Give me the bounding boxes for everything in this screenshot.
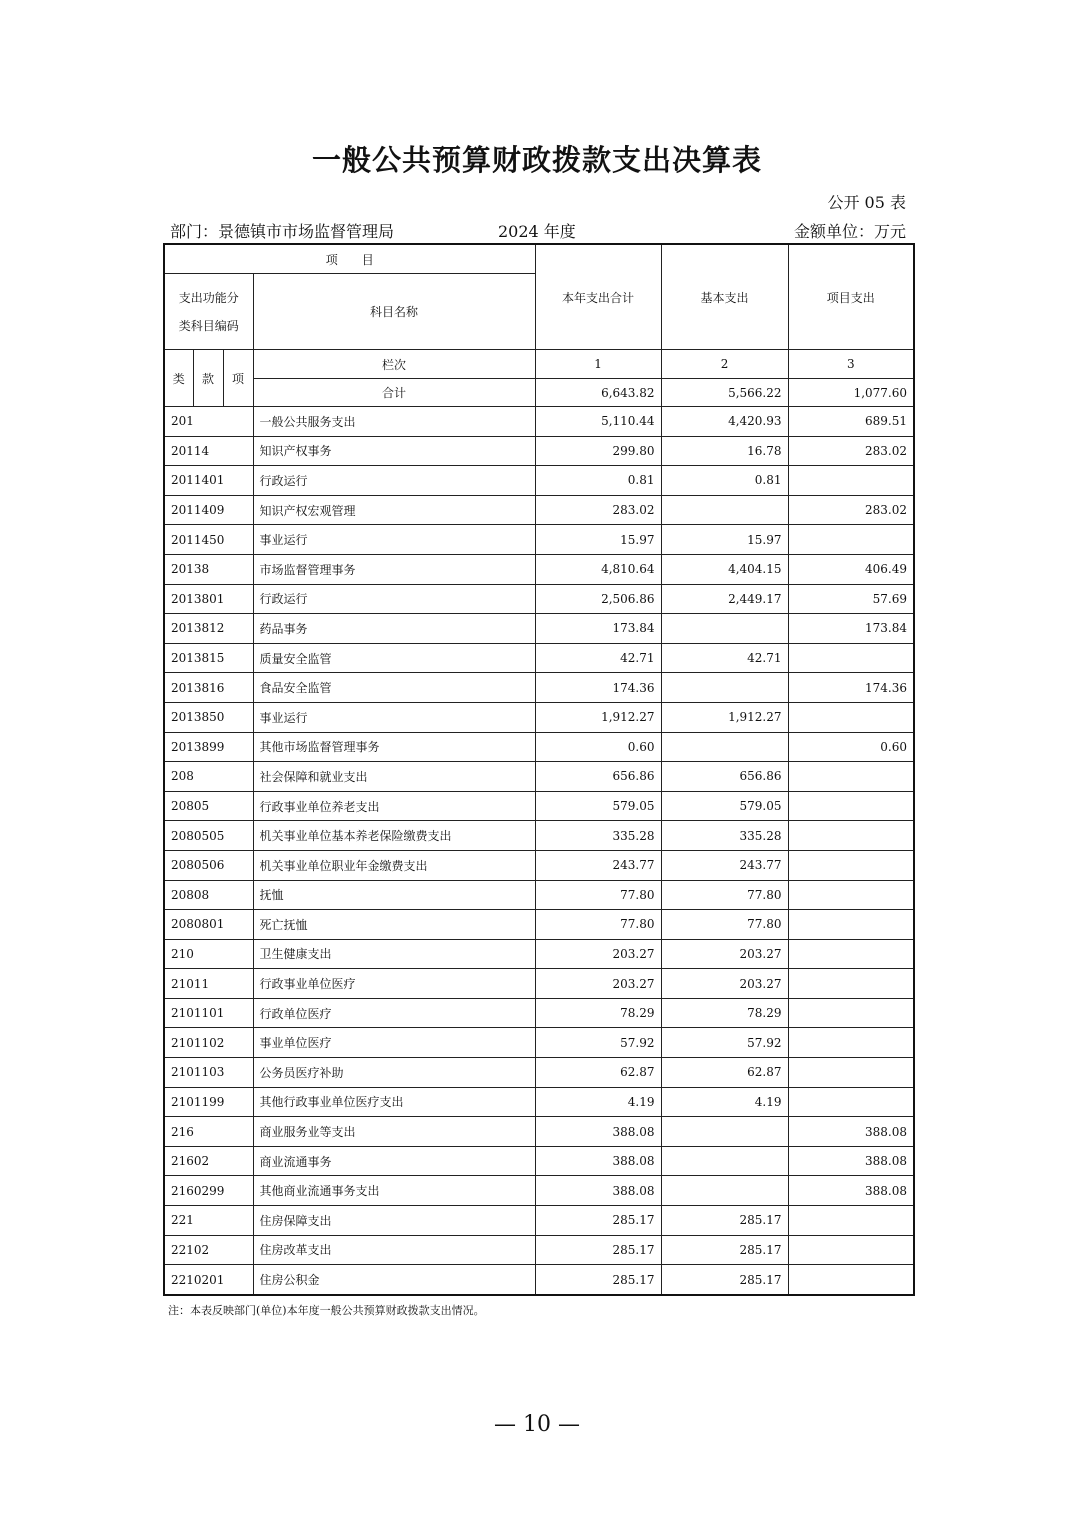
row-project: 283.02 [788, 495, 914, 525]
row-code: 216 [164, 1117, 253, 1147]
row-total: 656.86 [535, 762, 661, 792]
row-code: 2160299 [164, 1176, 253, 1206]
row-subject-name: 商业流通事务 [253, 1146, 535, 1176]
form-number: 公开 05 表 [827, 193, 906, 212]
row-code: 2080506 [164, 850, 253, 880]
table-row [164, 525, 914, 555]
row-subject-name: 住房公积金 [253, 1265, 535, 1295]
row-code: 2013801 [164, 584, 253, 614]
table-row [164, 998, 914, 1028]
row-basic [661, 1176, 788, 1206]
table-row [164, 732, 914, 762]
row-code: 2013816 [164, 673, 253, 703]
row-project [788, 939, 914, 969]
row-subject-name: 社会保障和就业支出 [253, 762, 535, 792]
row-code: 2011401 [164, 466, 253, 496]
row-subject-name: 知识产权宏观管理 [253, 495, 535, 525]
sum-basic: 5,566.22 [661, 379, 788, 407]
row-basic: 285.17 [661, 1265, 788, 1295]
row-total: 388.08 [535, 1176, 661, 1206]
row-code: 2101102 [164, 1028, 253, 1058]
row-total: 57.92 [535, 1028, 661, 1058]
sum-total: 6,643.82 [535, 379, 661, 407]
page-number: — 10 — [494, 1412, 580, 1437]
row-project [788, 1058, 914, 1088]
row-basic: 656.86 [661, 762, 788, 792]
row-project: 283.02 [788, 436, 914, 466]
row-code: 201 [164, 407, 253, 437]
row-code: 2210201 [164, 1265, 253, 1295]
row-total: 243.77 [535, 850, 661, 880]
header-col-2: 2 [661, 350, 788, 379]
table-row [164, 850, 914, 880]
row-total: 77.80 [535, 880, 661, 910]
row-subject-name: 行政运行 [253, 466, 535, 496]
header-col-1: 1 [535, 350, 661, 379]
row-total: 299.80 [535, 436, 661, 466]
header-kuan: 款 [193, 350, 223, 407]
header-lei: 类 [164, 350, 193, 407]
table-row [164, 791, 914, 821]
row-project: 0.60 [788, 732, 914, 762]
table-row [164, 584, 914, 614]
row-total: 579.05 [535, 791, 661, 821]
row-basic: 62.87 [661, 1058, 788, 1088]
row-code: 2011450 [164, 525, 253, 555]
row-total: 4.19 [535, 1087, 661, 1117]
row-project [788, 880, 914, 910]
row-total: 0.60 [535, 732, 661, 762]
row-subject-name: 机关事业单位职业年金缴费支出 [253, 850, 535, 880]
row-basic: 4,404.15 [661, 554, 788, 584]
header-xiang: 项 [223, 350, 253, 407]
table-row [164, 1028, 914, 1058]
row-subject-name: 市场监督管理事务 [253, 554, 535, 584]
row-total: 62.87 [535, 1058, 661, 1088]
amount-unit: 金额单位：万元 [793, 222, 906, 241]
row-project [788, 1206, 914, 1236]
row-basic: 4.19 [661, 1087, 788, 1117]
row-project [788, 850, 914, 880]
budget-table [163, 243, 915, 1296]
row-project [788, 1028, 914, 1058]
meta-line [170, 219, 906, 241]
row-total: 0.81 [535, 466, 661, 496]
row-code: 21602 [164, 1146, 253, 1176]
row-total: 285.17 [535, 1235, 661, 1265]
row-code: 2013815 [164, 643, 253, 673]
row-subject-name: 抚恤 [253, 880, 535, 910]
row-project: 388.08 [788, 1176, 914, 1206]
row-subject-name: 行政事业单位医疗 [253, 969, 535, 999]
row-subject-name: 事业单位医疗 [253, 1028, 535, 1058]
header-func-code: 支出功能分类科目编码 [164, 274, 253, 350]
row-basic: 15.97 [661, 525, 788, 555]
row-project [788, 1087, 914, 1117]
row-code: 2013850 [164, 702, 253, 732]
table-row [164, 762, 914, 792]
row-project [788, 702, 914, 732]
row-subject-name: 其他商业流通事务支出 [253, 1176, 535, 1206]
row-basic: 203.27 [661, 939, 788, 969]
row-basic: 77.80 [661, 910, 788, 940]
row-project: 57.69 [788, 584, 914, 614]
department-label: 部门：景德镇市市场监督管理局 [170, 222, 395, 241]
row-basic: 579.05 [661, 791, 788, 821]
row-code: 210 [164, 939, 253, 969]
row-code: 20805 [164, 791, 253, 821]
table-row [164, 554, 914, 584]
header-total: 本年支出合计 [535, 244, 661, 350]
row-project [788, 1235, 914, 1265]
table-row [164, 969, 914, 999]
table-row [164, 1176, 914, 1206]
table-row [164, 880, 914, 910]
table-row [164, 1087, 914, 1117]
row-subject-name: 行政运行 [253, 584, 535, 614]
row-code: 2080505 [164, 821, 253, 851]
row-total: 173.84 [535, 614, 661, 644]
row-total: 2,506.86 [535, 584, 661, 614]
row-code: 2101103 [164, 1058, 253, 1088]
row-basic: 335.28 [661, 821, 788, 851]
row-project: 689.51 [788, 407, 914, 437]
row-total: 174.36 [535, 673, 661, 703]
table-row [164, 1265, 914, 1295]
table-row [164, 821, 914, 851]
table-row [164, 1146, 914, 1176]
header-subject-name: 科目名称 [253, 274, 535, 350]
table-row [164, 939, 914, 969]
row-subject-name: 事业运行 [253, 525, 535, 555]
row-subject-name: 食品安全监管 [253, 673, 535, 703]
row-basic [661, 1117, 788, 1147]
row-total: 15.97 [535, 525, 661, 555]
row-subject-name: 行政单位医疗 [253, 998, 535, 1028]
row-code: 21011 [164, 969, 253, 999]
row-code: 20114 [164, 436, 253, 466]
header-col-3: 3 [788, 350, 914, 379]
row-basic: 1,912.27 [661, 702, 788, 732]
row-total: 77.80 [535, 910, 661, 940]
row-code: 2013812 [164, 614, 253, 644]
row-subject-name: 事业运行 [253, 702, 535, 732]
row-code: 22102 [164, 1235, 253, 1265]
row-project: 388.08 [788, 1117, 914, 1147]
row-total: 42.71 [535, 643, 661, 673]
table-row [164, 436, 914, 466]
row-subject-name: 其他行政事业单位医疗支出 [253, 1087, 535, 1117]
row-project [788, 969, 914, 999]
table-row [164, 614, 914, 644]
header-col-no: 栏次 [253, 350, 535, 379]
row-subject-name: 质量安全监管 [253, 643, 535, 673]
row-basic: 2,449.17 [661, 584, 788, 614]
row-total: 1,912.27 [535, 702, 661, 732]
table-row [164, 1206, 914, 1236]
row-total: 388.08 [535, 1117, 661, 1147]
sum-project: 1,077.60 [788, 379, 914, 407]
row-code: 2013899 [164, 732, 253, 762]
row-basic: 243.77 [661, 850, 788, 880]
row-project: 388.08 [788, 1146, 914, 1176]
row-subject-name: 一般公共服务支出 [253, 407, 535, 437]
row-code: 20138 [164, 554, 253, 584]
row-project: 174.36 [788, 673, 914, 703]
table-row [164, 466, 914, 496]
row-subject-name: 商业服务业等支出 [253, 1117, 535, 1147]
table-row [164, 702, 914, 732]
row-basic: 4,420.93 [661, 407, 788, 437]
row-project [788, 910, 914, 940]
table-row [164, 1235, 914, 1265]
table-row [164, 643, 914, 673]
row-code: 20808 [164, 880, 253, 910]
row-project [788, 762, 914, 792]
row-project [788, 525, 914, 555]
sum-label: 合计 [253, 379, 535, 407]
fiscal-year: 2024 年度 [498, 222, 576, 241]
table-row [164, 495, 914, 525]
row-project [788, 466, 914, 496]
row-project [788, 791, 914, 821]
row-basic: 285.17 [661, 1235, 788, 1265]
row-basic: 42.71 [661, 643, 788, 673]
row-total: 5,110.44 [535, 407, 661, 437]
row-total: 283.02 [535, 495, 661, 525]
row-total: 335.28 [535, 821, 661, 851]
row-subject-name: 其他市场监督管理事务 [253, 732, 535, 762]
row-code: 2011409 [164, 495, 253, 525]
row-subject-name: 住房保障支出 [253, 1206, 535, 1236]
table-row [164, 407, 914, 437]
table-row [164, 1117, 914, 1147]
row-code: 221 [164, 1206, 253, 1236]
row-project [788, 643, 914, 673]
row-subject-name: 卫生健康支出 [253, 939, 535, 969]
row-subject-name: 知识产权事务 [253, 436, 535, 466]
row-project [788, 998, 914, 1028]
row-subject-name: 公务员医疗补助 [253, 1058, 535, 1088]
row-code: 208 [164, 762, 253, 792]
row-total: 78.29 [535, 998, 661, 1028]
header-project: 项目支出 [788, 244, 914, 350]
row-subject-name: 药品事务 [253, 614, 535, 644]
row-project: 406.49 [788, 554, 914, 584]
row-project: 173.84 [788, 614, 914, 644]
row-basic: 16.78 [661, 436, 788, 466]
row-code: 2101101 [164, 998, 253, 1028]
row-basic: 0.81 [661, 466, 788, 496]
row-project [788, 821, 914, 851]
table-row [164, 673, 914, 703]
row-basic: 78.29 [661, 998, 788, 1028]
row-total: 285.17 [535, 1206, 661, 1236]
row-basic: 57.92 [661, 1028, 788, 1058]
row-basic: 77.80 [661, 880, 788, 910]
header-basic: 基本支出 [661, 244, 788, 350]
row-subject-name: 行政事业单位养老支出 [253, 791, 535, 821]
row-total: 203.27 [535, 969, 661, 999]
row-total: 203.27 [535, 939, 661, 969]
row-subject-name: 住房改革支出 [253, 1235, 535, 1265]
header-item: 项 目 [164, 244, 535, 274]
row-basic [661, 732, 788, 762]
table-row [164, 1058, 914, 1088]
row-basic: 203.27 [661, 969, 788, 999]
row-code: 2080801 [164, 910, 253, 940]
row-code: 2101199 [164, 1087, 253, 1117]
row-project [788, 1265, 914, 1295]
row-basic [661, 1146, 788, 1176]
footnote: 注：本表反映部门(单位)本年度一般公共预算财政拨款支出情况。 [168, 1304, 485, 1317]
row-basic [661, 495, 788, 525]
row-total: 285.17 [535, 1265, 661, 1295]
row-total: 4,810.64 [535, 554, 661, 584]
row-total: 388.08 [535, 1146, 661, 1176]
row-basic: 285.17 [661, 1206, 788, 1236]
table-row [164, 910, 914, 940]
row-basic [661, 614, 788, 644]
row-subject-name: 机关事业单位基本养老保险缴费支出 [253, 821, 535, 851]
row-subject-name: 死亡抚恤 [253, 910, 535, 940]
row-basic [661, 673, 788, 703]
page-title: 一般公共预算财政拨款支出决算表 [311, 143, 762, 177]
